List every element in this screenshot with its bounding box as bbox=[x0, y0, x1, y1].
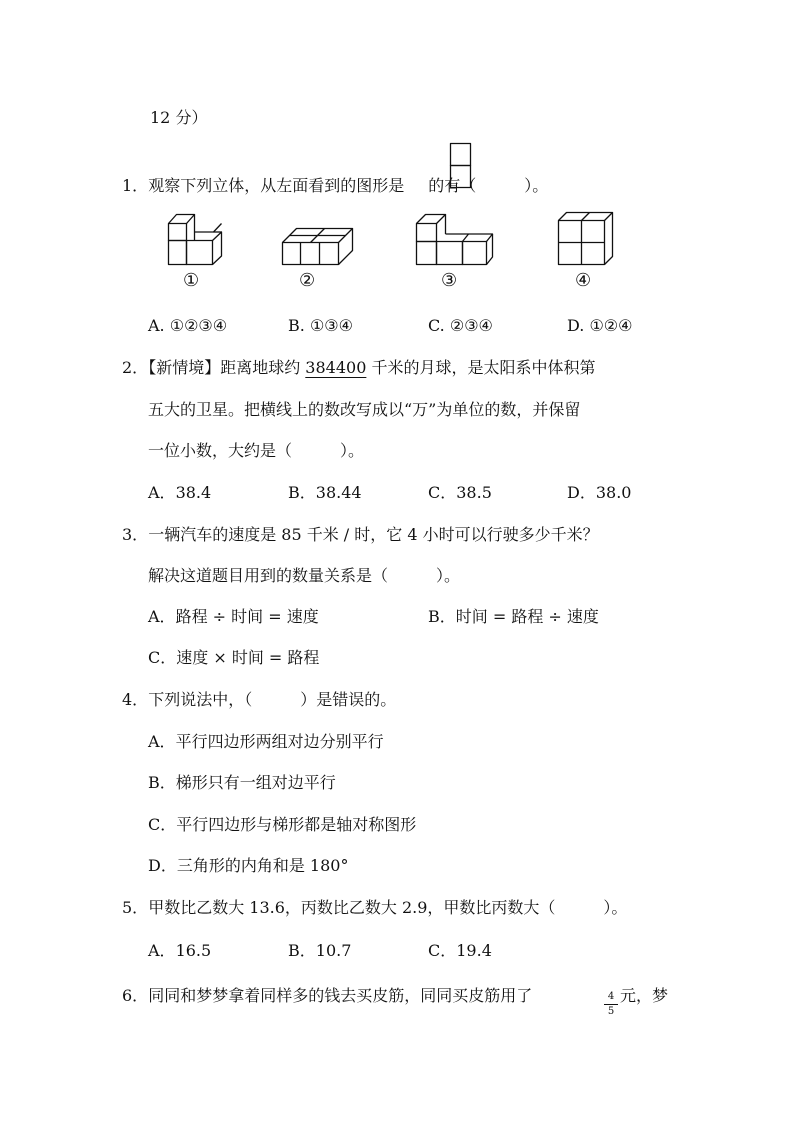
option-text: 平行四边形两组对边分别平行 bbox=[175, 732, 384, 751]
question-text: 千米的月球，是太阳系中体积第 bbox=[371, 358, 596, 377]
option-text: 三角形的内角和是 180° bbox=[176, 856, 349, 875]
solid-figure-1 bbox=[168, 214, 224, 266]
question-3-line-2: 解决这道题目用到的数量关系是（ ）。 bbox=[148, 566, 461, 585]
question-text: 同同和梦梦拿着同样多的钱去买皮筋，同同买皮筋用了 bbox=[148, 986, 533, 1005]
option-text: 38.4 bbox=[175, 483, 212, 502]
question-4 bbox=[122, 692, 396, 708]
option-text: 速度 × 时间 = 路程 bbox=[176, 648, 320, 667]
question-number: 4． bbox=[122, 690, 149, 709]
option-letter: A． bbox=[148, 607, 176, 626]
option-text: ①③④ bbox=[309, 316, 353, 335]
header-line: 12 分） bbox=[150, 108, 208, 127]
option-text: ①②③④ bbox=[169, 316, 228, 335]
option-text: 平行四边形与梯形都是轴对称图形 bbox=[176, 815, 417, 834]
option-letter: B. bbox=[288, 316, 305, 335]
option-text: 19.4 bbox=[456, 941, 492, 960]
option-letter: D. bbox=[567, 316, 585, 335]
option-text: 38.5 bbox=[456, 483, 492, 502]
option-b[interactable] bbox=[428, 609, 599, 625]
question-3 bbox=[122, 527, 599, 543]
option-text: 38.44 bbox=[315, 483, 362, 502]
left-view-figure bbox=[450, 143, 472, 189]
question-number: 3． bbox=[122, 525, 149, 544]
option-text: 时间 = 路程 ÷ 速度 bbox=[455, 607, 599, 626]
option-letter: B． bbox=[148, 773, 176, 792]
option-letter: C． bbox=[148, 815, 177, 834]
option-letter: B． bbox=[288, 483, 316, 502]
option-letter: A. bbox=[148, 316, 165, 335]
option-letter: D． bbox=[148, 856, 177, 875]
question-5 bbox=[122, 900, 627, 916]
option-text: 16.5 bbox=[175, 941, 212, 960]
option-c[interactable] bbox=[148, 817, 416, 833]
option-letter: C． bbox=[148, 648, 177, 667]
question-text: 【新情境】距离地球约 bbox=[148, 358, 301, 377]
option-letter: B． bbox=[428, 607, 456, 626]
question-text: 一辆汽车的速度是 85 千米 / 时，它 4 小时可以行驶多少千米？ bbox=[148, 525, 599, 544]
option-text: 路程 ÷ 时间 = 速度 bbox=[175, 607, 319, 626]
fraction-bar bbox=[604, 1004, 618, 1005]
fraction-denominator: 5 bbox=[607, 1006, 615, 1017]
option-a[interactable] bbox=[148, 943, 211, 959]
question-text: 甲数比乙数大 13.6，丙数比乙数大 2.9，甲数比丙数大（ ）。 bbox=[148, 898, 628, 917]
question-2 bbox=[122, 360, 595, 376]
option-c[interactable] bbox=[428, 318, 493, 334]
option-letter: D． bbox=[567, 483, 596, 502]
question-number: 1． bbox=[122, 176, 149, 195]
underlined-number: 384400 bbox=[305, 358, 367, 377]
option-c[interactable] bbox=[428, 943, 492, 959]
option-a[interactable] bbox=[148, 485, 211, 501]
option-a[interactable] bbox=[148, 318, 227, 334]
option-letter: C. bbox=[428, 316, 445, 335]
option-b[interactable] bbox=[288, 318, 353, 334]
option-c[interactable] bbox=[148, 650, 319, 666]
option-c[interactable] bbox=[428, 485, 492, 501]
option-b[interactable] bbox=[288, 485, 362, 501]
question-text: 观察下列立体，从左面看到的图形是 bbox=[148, 176, 405, 195]
question-text: 下列说法中，（ ）是错误的。 bbox=[148, 690, 397, 709]
question-2-line-2: 五大的卫星。把横线上的数改写成以“万”为单位的数，并保留 bbox=[148, 400, 581, 419]
option-a[interactable] bbox=[148, 734, 384, 750]
option-text: ②③④ bbox=[449, 316, 493, 335]
option-b[interactable] bbox=[288, 943, 351, 959]
solid-figure-2 bbox=[282, 228, 354, 266]
option-text: ①②④ bbox=[589, 316, 633, 335]
option-letter: C． bbox=[428, 941, 457, 960]
question-2-line-3: 一位小数，大约是（ ）。 bbox=[148, 441, 365, 460]
option-letter: B． bbox=[288, 941, 316, 960]
figure-label-1: ① bbox=[183, 270, 200, 291]
fraction bbox=[604, 992, 618, 1017]
option-letter: A． bbox=[148, 941, 176, 960]
option-letter: A． bbox=[148, 732, 176, 751]
option-d[interactable] bbox=[148, 858, 348, 874]
question-number: 6． bbox=[122, 986, 149, 1005]
option-text: 10.7 bbox=[315, 941, 352, 960]
option-a[interactable] bbox=[148, 609, 319, 625]
figure-label-3: ③ bbox=[441, 270, 458, 291]
option-text: 梯形只有一组对边平行 bbox=[175, 773, 336, 792]
option-letter: C． bbox=[428, 483, 457, 502]
question-6 bbox=[122, 988, 532, 1004]
option-d[interactable] bbox=[567, 485, 631, 501]
question-1 bbox=[122, 178, 548, 194]
question-number: 5． bbox=[122, 898, 149, 917]
question-text: 的有（ ）。 bbox=[428, 176, 549, 195]
figure-label-4: ④ bbox=[575, 270, 592, 291]
option-d[interactable] bbox=[567, 318, 632, 334]
solid-figure-4 bbox=[558, 212, 614, 266]
question-6-tail: 元，梦 bbox=[620, 986, 669, 1005]
figure-label-2: ② bbox=[299, 270, 316, 291]
option-text: 38.0 bbox=[595, 483, 632, 502]
fraction-numerator: 4 bbox=[607, 991, 615, 1002]
question-number: 2． bbox=[122, 358, 149, 377]
option-b[interactable] bbox=[148, 775, 336, 791]
solid-figure-3 bbox=[416, 214, 494, 266]
option-letter: A． bbox=[148, 483, 176, 502]
